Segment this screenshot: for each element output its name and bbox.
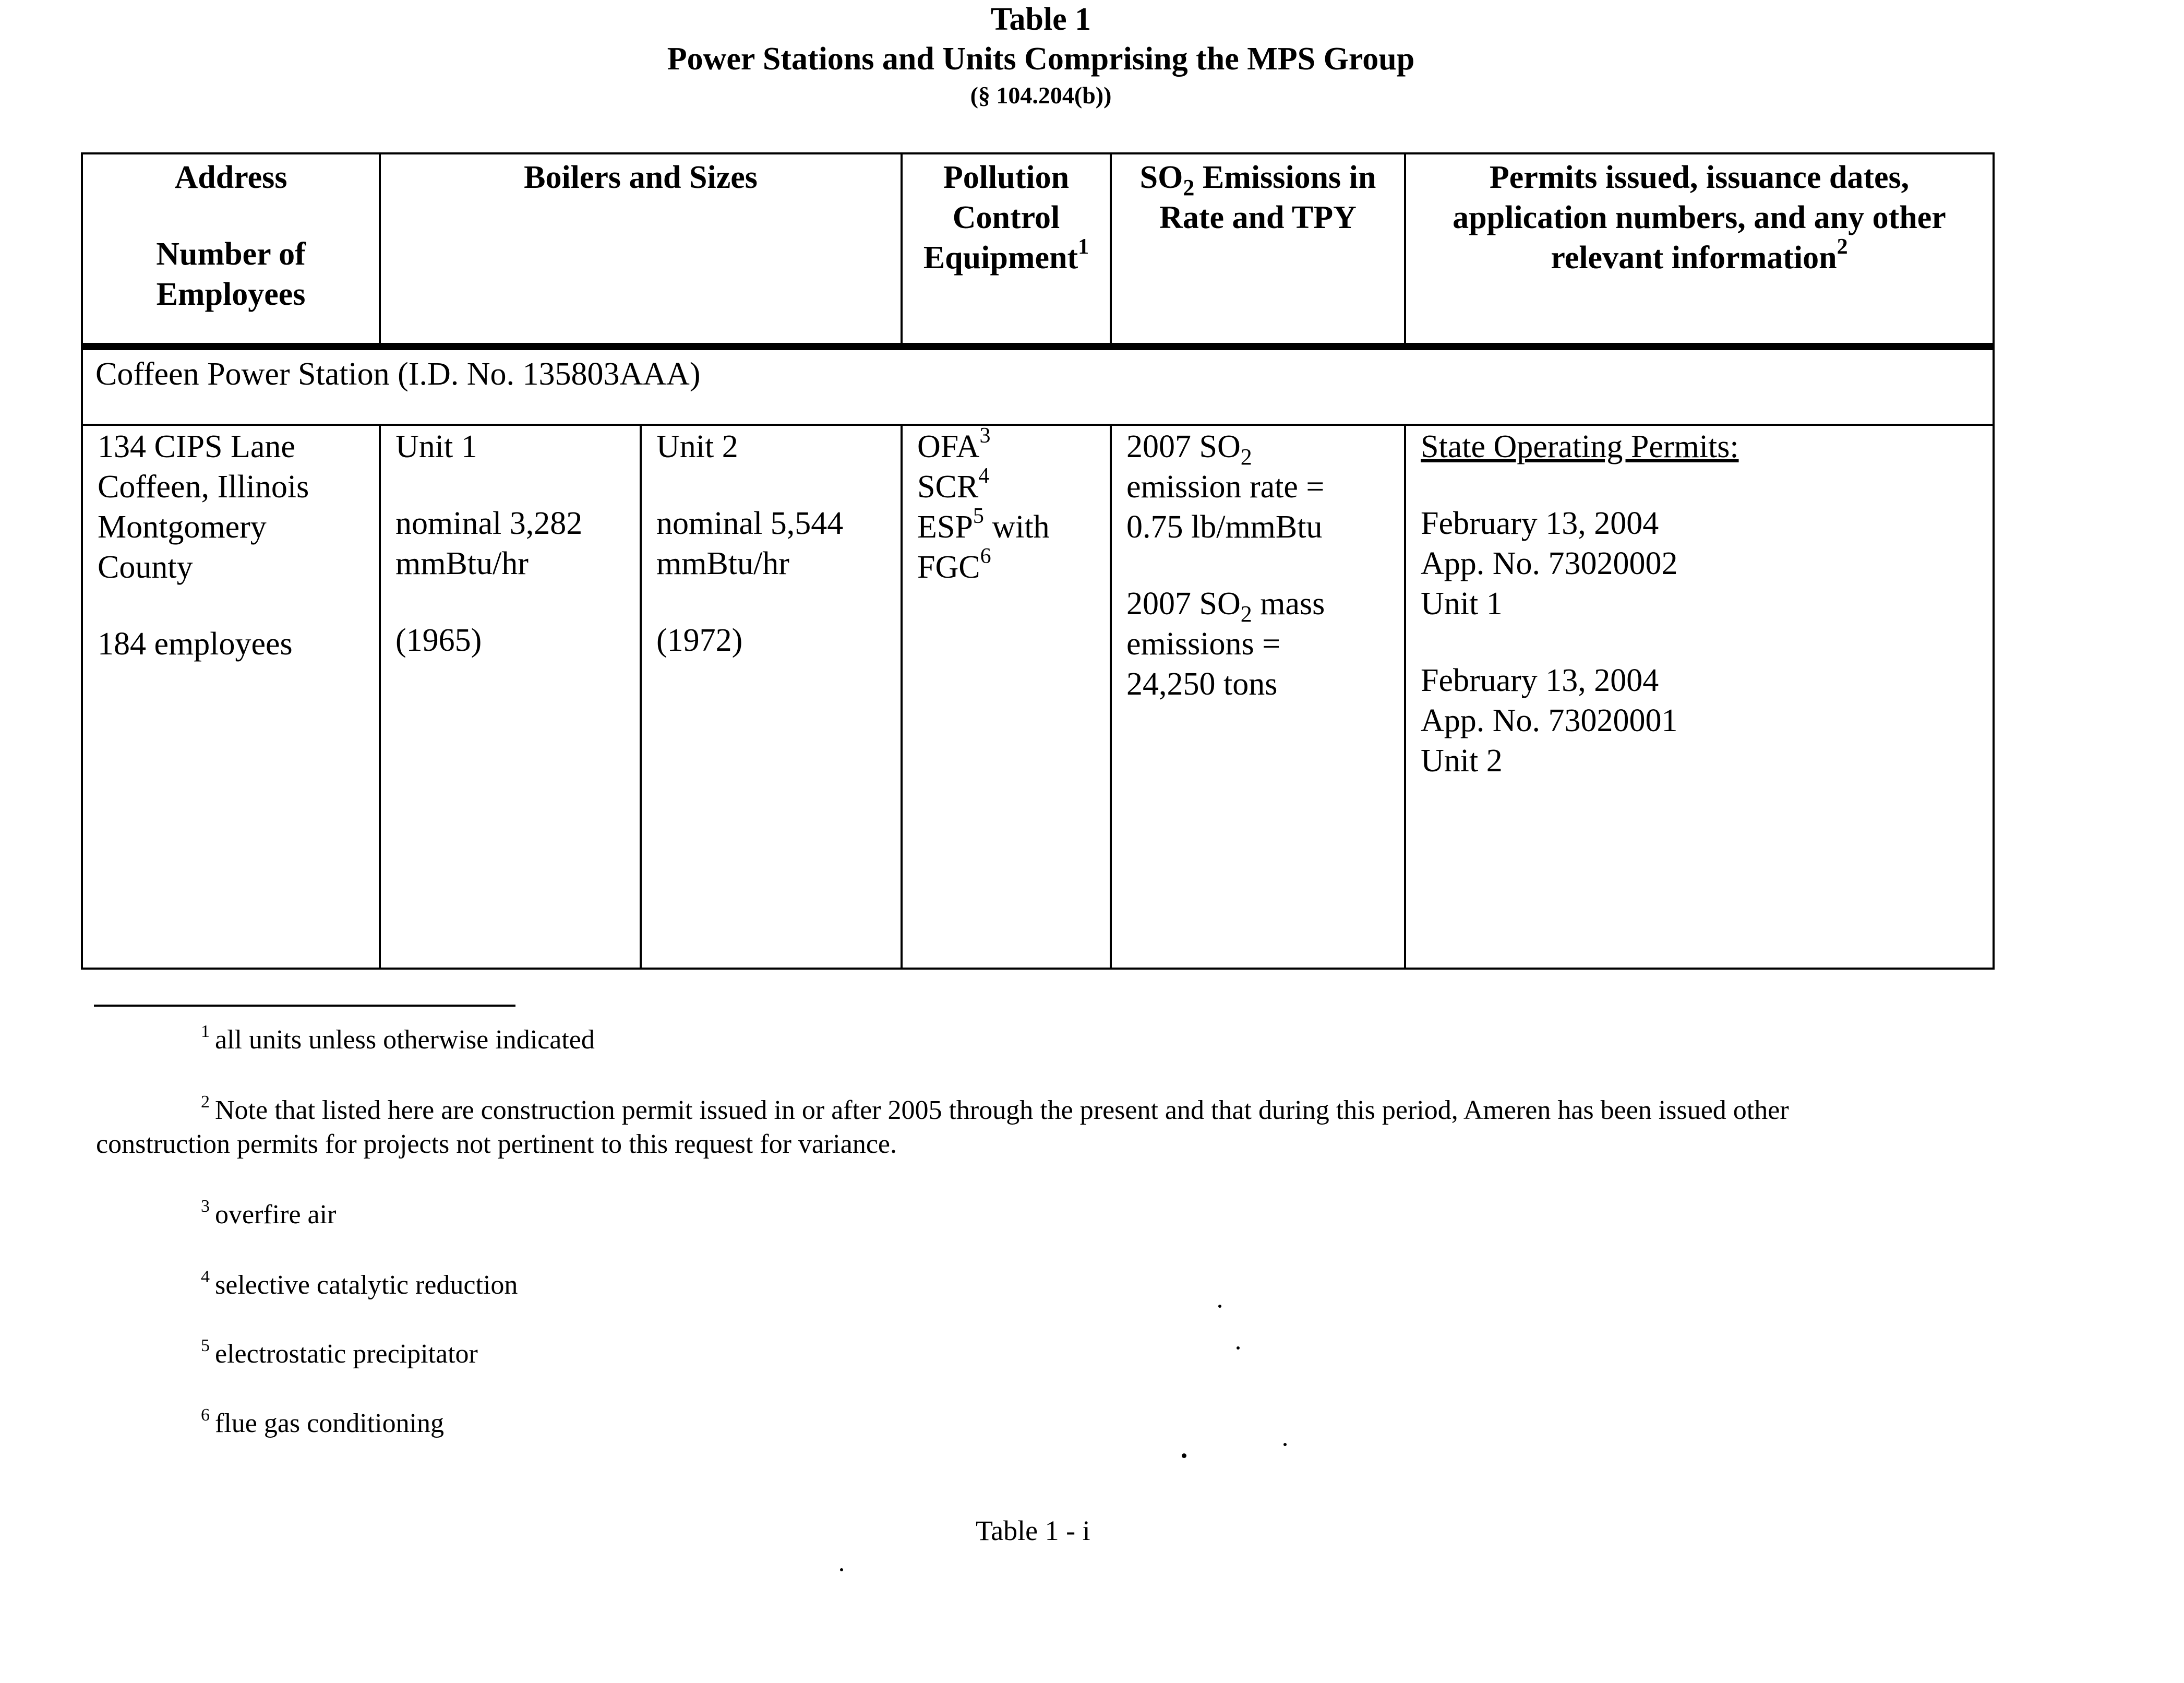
footnote-6-mark: 6 — [201, 1405, 210, 1425]
header-address-label: Address — [174, 160, 287, 195]
permit-2-unit: Unit 2 — [1421, 743, 1503, 779]
header-pollution-line-1: Pollution — [943, 160, 1070, 195]
address-line-3: Montgomery — [98, 509, 267, 545]
unit-1-label: Unit 1 — [395, 429, 477, 464]
unit-1-year: (1965) — [395, 623, 482, 658]
so2-rate-year: 2007 SO — [1126, 429, 1241, 464]
header-row — [82, 153, 1994, 347]
footnote-4-mark: 4 — [201, 1267, 210, 1286]
so2-rate-value: 0.75 lb/mmBtu — [1126, 509, 1323, 545]
employee-count: 184 employees — [98, 626, 293, 662]
footnote-3-mark: 3 — [201, 1197, 210, 1216]
station-name: Coffeen Power Station (I.D. No. 135803AAA) — [82, 347, 1994, 425]
permit-2-app-no: App. No. 73020001 — [1421, 703, 1678, 738]
so2-rate-subscript: 2 — [1240, 444, 1252, 470]
table-title: Power Stations and Units Comprising the MPS Group — [667, 41, 1415, 77]
footnote-ref-2: 2 — [1837, 235, 1848, 259]
equipment-ofa — [917, 424, 1095, 467]
unit-2-year: (1972) — [656, 623, 743, 658]
footnote-ref-4: 4 — [978, 464, 990, 488]
scan-speck — [1283, 1443, 1287, 1446]
header-boilers — [380, 153, 902, 347]
permits-heading: State Operating Permits: — [1421, 429, 1739, 464]
address-line-4: County — [98, 550, 193, 585]
header-permits — [1405, 153, 1994, 347]
header-permits-line-2: application numbers, and any other — [1453, 200, 1946, 235]
permit-1-app-no: App. No. 73020002 — [1421, 546, 1678, 581]
footnote-6 — [201, 1406, 444, 1441]
footnote-3 — [201, 1198, 336, 1232]
header-employees-label-1: Number of — [156, 236, 306, 272]
so2-mass-value: 24,250 tons — [1126, 666, 1278, 702]
footnote-5-mark: 5 — [201, 1336, 210, 1355]
cell-unit-2 — [641, 425, 902, 969]
header-pollution-line-2: Control — [952, 200, 1060, 235]
footnote-5 — [201, 1337, 478, 1371]
scan-speck — [1218, 1305, 1221, 1308]
header-so2-rest: Emissions in — [1194, 160, 1376, 195]
header-pollution-word: Equipment — [923, 240, 1078, 276]
header-so2-line-1 — [1112, 158, 1404, 198]
header-so2-subscript: 2 — [1183, 175, 1195, 200]
footnote-1-text: all units unless otherwise indicated — [215, 1025, 595, 1055]
cell-so2-emissions — [1111, 425, 1405, 969]
footnote-2-mark: 2 — [201, 1092, 210, 1112]
unit-2-label: Unit 2 — [656, 429, 738, 464]
cell-unit-1 — [380, 425, 641, 969]
unit-1-size-unit: mmBtu/hr — [395, 546, 529, 581]
header-address — [82, 153, 380, 347]
equipment-esp — [917, 504, 1095, 547]
unit-2-size-unit: mmBtu/hr — [656, 546, 789, 581]
permit-2-date: February 13, 2004 — [1421, 663, 1659, 698]
footnote-3-text: overfire air — [215, 1200, 337, 1230]
header-pollution — [902, 153, 1111, 347]
footnote-2-continued: construction permits for projects not pertinent to this request for variance. — [96, 1129, 897, 1159]
footnote-separator — [94, 1005, 515, 1007]
footnote-1 — [201, 1023, 595, 1057]
footnote-2-text: Note that listed here are construction permit issued in or after 2005 through the present and that during this period, Ameren has been issued other — [215, 1095, 1789, 1125]
header-permits-line-3 — [1406, 235, 1993, 278]
equipment-scr — [917, 464, 1095, 507]
header-employees-label-2: Employees — [156, 277, 306, 312]
regulation-reference: (§ 104.204(b)) — [970, 82, 1112, 109]
footnote-4-text: selective catalytic reduction — [215, 1270, 518, 1300]
header-so2-word: SO — [1139, 160, 1183, 195]
scan-speck — [1237, 1346, 1240, 1350]
footnote-2 — [201, 1093, 1789, 1128]
so2-mass-word: mass — [1252, 586, 1325, 622]
scr-label: SCR — [917, 469, 979, 505]
so2-rate-line-2: emission rate = — [1126, 469, 1325, 505]
address-line-2: Coffeen, Illinois — [98, 469, 309, 505]
so2-rate-line-1 — [1126, 427, 1389, 470]
header-so2 — [1111, 153, 1405, 347]
footnote-ref-6: 6 — [980, 544, 991, 568]
so2-mass-year: 2007 SO — [1126, 586, 1241, 622]
so2-mass-line-1 — [1126, 584, 1389, 627]
so2-mass-line-2: emissions = — [1126, 626, 1281, 662]
station-row — [82, 347, 1994, 425]
footnote-ref-5: 5 — [973, 504, 984, 528]
page-number: Table 1 - i — [976, 1515, 1090, 1546]
equipment-fgc — [917, 544, 1095, 588]
footnote-4 — [201, 1268, 518, 1303]
footnote-ref-1: 1 — [1078, 235, 1089, 259]
scan-speck — [1182, 1453, 1186, 1458]
permit-1-unit: Unit 1 — [1421, 586, 1503, 622]
scan-speck — [840, 1568, 843, 1571]
footnote-1-mark: 1 — [201, 1022, 210, 1041]
fgc-label: FGC — [917, 550, 980, 585]
esp-with: with — [983, 509, 1050, 545]
esp-label: ESP — [917, 509, 973, 545]
header-permits-word: relevant information — [1551, 240, 1837, 276]
so2-mass-subscript: 2 — [1240, 601, 1252, 627]
table-number: Table 1 — [990, 2, 1091, 37]
power-stations-table — [81, 152, 1995, 970]
header-boilers-label: Boilers and Sizes — [524, 160, 758, 195]
header-pollution-line-3 — [903, 235, 1110, 278]
address-line-1: 134 CIPS Lane — [98, 429, 295, 464]
cell-pollution-control — [902, 425, 1111, 969]
footnote-5-text: electrostatic precipitator — [215, 1339, 478, 1369]
unit-1-size: nominal 3,282 — [395, 506, 583, 541]
cell-permits — [1405, 425, 1994, 969]
station-data-row — [82, 425, 1994, 969]
header-permits-line-1: Permits issued, issuance dates, — [1489, 160, 1910, 195]
unit-2-size: nominal 5,544 — [656, 506, 844, 541]
footnote-6-text: flue gas conditioning — [215, 1409, 445, 1438]
permit-1-date: February 13, 2004 — [1421, 506, 1659, 541]
header-so2-line-2: Rate and TPY — [1159, 200, 1357, 235]
cell-address — [82, 425, 380, 969]
ofa-label: OFA — [917, 429, 980, 464]
footnote-ref-3: 3 — [979, 424, 991, 448]
